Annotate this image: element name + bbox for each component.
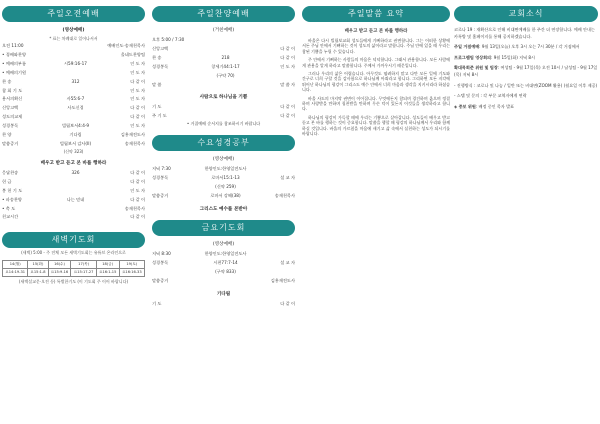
news-item [454,93,598,100]
dawn-ref: 요16:1-15 [96,269,119,277]
service-row [152,277,295,286]
service-row-leader [265,165,295,174]
column-evening-service [152,6,295,308]
service-row-leader: 인 도 자 [280,63,295,69]
sermon-summary-header: 주일말씀 요약 [302,6,450,22]
service-row-leader [265,268,295,277]
news-item-label: 주일 거점예배 [454,44,480,50]
service-row-label: 헌 금 [2,178,12,184]
news-item [454,55,598,62]
service-row-label: 신앙고백 [2,105,19,111]
dawn-note: (새벽) 5:00 - 주 전체 모든 새벽기도회는 유튜브 온라인으로 [21,250,126,256]
news-item-text: : 여성팀 - 9월 17일(목) 오전 10시 / 남성팀 - 9월 17일(목) 저녁 8시 [454,65,598,77]
service-row-detail: 218 [221,54,230,60]
service-row-label: • 축 도 [2,205,16,211]
service-row-label: 말 씀 [152,81,162,87]
service-row-label: 저녁 7:30 [152,166,171,172]
service-row-leader: 김홍재전도사 [270,277,295,283]
dawn-ref: 요15:17-27 [71,269,96,277]
service-row-label: 성경봉독 [152,63,169,69]
news-item [454,65,598,78]
service-row [152,174,295,183]
wednesday-header: 수요성경공부 [152,135,295,151]
dawn-footer: (새벽설교문·오전 등) 특별한기도 (이 기도회 주 이어 바랍니다) [18,279,129,285]
service-row-label: 성경봉독 [152,175,169,181]
service-row [152,165,295,174]
service-row [2,69,145,78]
service-row-detail [36,187,115,196]
dawn-prayer-header: 새벽기도회 [2,232,145,248]
service-row-detail: 빌립보서 감사(II) [59,140,92,146]
service-row-detail [36,178,115,187]
dawn-day: 19(토) [119,261,144,269]
news-item-label: 확대목회준 위원 및 팀장 [454,65,498,71]
service-row-detail: 창세기44:1-17 [211,63,240,69]
service-row-label: 용서의확신 [2,96,23,102]
sermon-paragraph: 그러나 우리의 삶은 어렵습니다. 아무것도 염려하지 말고 다만 모든 일에 기도와 간구로 너희 구할 것을 감사함으로 하나님께 아뢰라고 합니다. 그리하면 모든 지각에 뛰어난 하나님의 평강이 그리스도 예수 안에서 너희 마음과 생각을 지키시리라 하셨습니다. [302,71,450,93]
service-row [152,45,295,54]
service-row-leader: 설 교 자 [280,259,295,265]
service-row-label: 말씀증거 [152,277,169,283]
service-row-detail: 시59:16-17 [64,60,87,66]
sermon-title: 배우고 받고 듣고 본 바를 행하라 [344,29,408,34]
service-row [152,268,295,277]
service-row [2,205,145,214]
dawn-ref: 요14:19-31 [3,269,28,277]
news-item-label: ◈ 중보 위원 [454,103,476,109]
service-row-top: 오전 11:00 예배인도·송재천목사 [2,43,145,48]
service-row-detail: 빌립보서4:4-9 [61,123,90,129]
news-item-text: : 9월 15일(화) 저녁 8시 [491,54,535,60]
service-row [2,213,145,222]
service-row-leader: 다 같 이 [130,214,145,220]
service-row-label: 찬 양 [2,132,12,138]
morning-service-sub: (영상예배) [62,28,85,33]
dawn-ref: 요16:16-33 [119,269,144,277]
praise-bullet: • 거집예배 순서지를 참조하시기 바랍니다 [186,121,261,127]
service-row-label [152,183,186,192]
service-row-label: 주 기 도 [152,113,167,119]
service-row-leader: 다 같 이 [280,300,295,306]
service-row-leader: 송재천목사 [124,140,145,146]
service-row [152,54,295,63]
service-row-detail: (구약 833) [215,268,236,274]
service-row-detail: 312 [71,78,80,84]
sermon-paragraph: 하나님의 평강이 가득할 때에 우리는 기쁨으로 살아갑니다. 성도들이 배우고 받고 듣고 본 바를 행하는 것이 중요합니다. 말씀을 행할 때 평강의 하나님께서 우리와 함께 하실 것입니다. 바울의 가르침을 마음에 새기고 삶 속에서 실천하는 성도가 되시기를 바랍니다. [302,114,450,137]
news-item [454,44,598,51]
service-row-leader: 송재천목사 [274,192,295,198]
sermon-ref: (신약 323) [63,148,84,154]
dawn-ref: 요15:1-8 [28,269,48,277]
column-sermon-summary [302,6,450,140]
service-row-leader: 다 같 이 [130,105,145,111]
service-row-detail [36,205,115,214]
morning-service-note: * 표는 차례대로 일어나서서 [49,36,98,41]
news-item-text: - 진행방식 : 코로나 및 나눔 / 일반 또는 비대면(ZOOM 활용) (월요일 이후 제공) [454,82,598,88]
service-row-leader: 설 교 자 [280,175,295,181]
service-row-leader: 다 같 이 [130,114,145,120]
service-row-leader: 다 같 이 [280,113,295,119]
service-row-leader: 말 씀 자 [280,81,295,87]
praise-mid: 사람으로 하나님을 기쁨 [199,95,248,101]
service-row-label: • 파송찬양 [2,196,22,202]
service-row [2,178,145,187]
service-row [2,51,145,60]
service-row-detail: 시편77:7-14 [213,259,238,265]
sermon-paragraph: 주 안에서 기뻐하는 사람들의 마음은 넉넉합니다. 그래서 관용합니다. 모든 사람에게 관용을 알게 하라고 말씀합니다. 주께서 가까우시기 때문입니다. [302,57,450,68]
service-row [2,60,145,69]
dawn-day: 18(금) [96,261,119,269]
service-row-leader: 김홍재전도사 [120,132,145,138]
service-row-label: • 예배의부름 [2,60,27,66]
service-row-detail [36,69,115,78]
service-row-label: 응답찬송 [2,169,19,175]
service-row-leader: 다 같 이 [130,196,145,202]
service-row-leader: 인 도 자 [130,60,145,66]
service-row [2,122,145,131]
dawn-table [2,260,145,277]
service-row-label: 찬 송 [2,78,12,84]
service-row-detail [186,112,265,121]
service-row-label: 기 도 [152,104,162,110]
service-row [2,131,145,140]
sermon-pledge: 배우고 받고 듣고 본 바를 행하라 [40,160,107,166]
service-row [152,259,295,268]
service-row [152,112,295,121]
service-row [152,103,295,112]
service-row-leader: 인 도 자 [130,69,145,75]
dawn-day: 15(화) [28,261,48,269]
service-row [2,140,145,149]
friday-mid: 기다림 [216,291,231,297]
news-item [454,27,598,40]
service-row-label: 기 도 [152,300,162,306]
service-row-detail [186,45,265,54]
service-row-leader: 인 도 자 [130,96,145,102]
service-row-detail [186,277,265,286]
service-row-leader: 인 도 자 [130,187,145,193]
service-row-label: 찬 송 [152,54,162,60]
service-row-leader [265,72,295,81]
service-row-label: 성경봉독 [152,259,169,265]
praise-time: 오후 5:00 / 7:30 [152,37,185,42]
service-row-label: 성경봉독 [2,123,19,129]
service-row-leader: 인 도 자 [130,123,145,129]
service-row [152,250,295,259]
service-row-detail: 기다림 [69,132,82,138]
service-row [2,187,145,196]
service-row-leader: 다 같 이 [280,54,295,60]
service-row-detail [186,300,265,309]
service-row-detail: 로마서 강해(38) [210,192,241,198]
dawn-day: 17(목) [71,261,96,269]
service-row-detail [186,81,265,90]
service-row [2,78,145,87]
service-row [152,72,295,81]
service-row [152,183,295,192]
service-row-label [152,72,186,81]
service-row-label: • 예배의기원 [2,69,27,75]
praise-service-header: 주일찬양예배 [152,6,295,22]
service-row-detail [36,51,115,60]
service-row-label: 참 회 기 도 [2,87,23,93]
wednesday-sub: (영상예배) [212,157,235,163]
service-row-label: 신앙고백 [152,45,169,51]
service-row-leader: 다 같 이 [130,178,145,184]
service-row-leader: 다 같 이 [280,45,295,51]
morning-service-header: 주일오전예배 [2,6,145,22]
service-row-detail: 사55:6-7 [66,96,85,102]
column-morning-service [2,6,145,285]
service-row-label: 저녁 8:30 [152,250,171,256]
service-row [152,81,295,90]
dawn-day: 14(월) [3,261,28,269]
service-row-detail [186,103,265,112]
news-item-text: 코로나 19 : 재확산으로 인해 비대면예배를 한 주간 더 연장합니다. 예배 안내는 카톡방 및 홈페이지를 통해 공지하겠습니다. [454,27,595,39]
service-row-label: 말씀증거 [2,140,19,146]
service-row-detail: (신약 259) [215,184,236,190]
service-row-label: 말씀증거 [152,192,169,198]
service-row-leader: 송재천목사 [124,205,145,211]
service-row [2,196,145,205]
news-item-text: - 스탭 및 문의 : 각 부문 교역자에게 연락 [454,93,527,99]
service-row-label: 친교시간 [2,214,19,220]
service-row [2,104,145,113]
news-item [454,104,598,111]
service-row [2,87,145,96]
sermon-paragraph: 바울 사도의 마지막 권면이 이어집니다. 무엇에든지 참되며 경건하며 옳으며 정결하며 사랑받을 만하며 칭찬받을 만하며 무슨 덕이 있든지 이것들을 생각하라고 합니다. [302,95,450,112]
news-item-text: : 배정 중인 목자 발표 [475,103,515,109]
service-row-leader [265,183,295,192]
service-row-detail [36,113,115,122]
service-row [152,192,295,201]
service-row [2,169,145,178]
news-item-label: 프로그램팀 영상회의 [454,54,492,60]
service-row-leader: 다 같 이 [280,104,295,110]
service-row-leader: 인 도 자 [130,87,145,93]
news-item [454,83,598,90]
service-row [2,113,145,122]
service-row-label: 봉 헌 기 도 [2,187,23,193]
service-row-detail [36,213,115,222]
service-row-detail: 326 [71,169,80,175]
service-row [2,95,145,104]
service-row-detail: 한양인도:한영일전도사 [204,166,247,172]
praise-sub: (거친예배) [212,28,235,33]
service-row-leader: 올네드찬양팀 [120,51,145,57]
service-row [152,300,295,309]
service-row-detail: 로마서15:1-13 [211,175,240,181]
wednesday-mid: 그리스도 예수를 본받아 [199,206,248,212]
service-row-detail: (구약 70) [216,72,235,78]
service-row-leader: 다 같 이 [130,169,145,175]
sermon-paragraph: 바울은 다시 빌립보교회 성도들에게 기뻐하라고 권면합니다. 그는 어떠한 상황에서든 주님 안에서 기뻐하는 것이 성도의 삶이라고 말합니다. 주님 안에 있을 때 우리는 참된 기쁨을 누릴 수 있습니다. [302,38,450,54]
service-row-detail: 사도신경 [67,105,84,111]
church-news-header: 교회소식 [454,6,598,22]
service-row-detail: 나는 믿네 [66,196,85,202]
service-row-leader: 다 같 이 [130,78,145,84]
dawn-ref: 요15:9-16 [48,269,71,277]
news-item-text: : 9월 13일(오늘) 오후 3시 오는 7시 30분 / 각 거점에서 [479,44,580,50]
service-row-label: 성도의교제 [2,114,23,120]
service-row-detail [36,87,115,96]
dawn-day: 16(수) [48,261,71,269]
service-row-leader [265,250,295,259]
service-row-label [152,268,186,277]
friday-header: 금요기도회 [152,220,295,236]
service-row-detail: 한양인도:한영일전도사 [204,250,247,256]
friday-sub: (영상예배) [212,241,235,247]
service-row-label: • 경배와찬양 [2,51,27,57]
column-church-news [454,6,598,114]
service-row [152,63,295,72]
